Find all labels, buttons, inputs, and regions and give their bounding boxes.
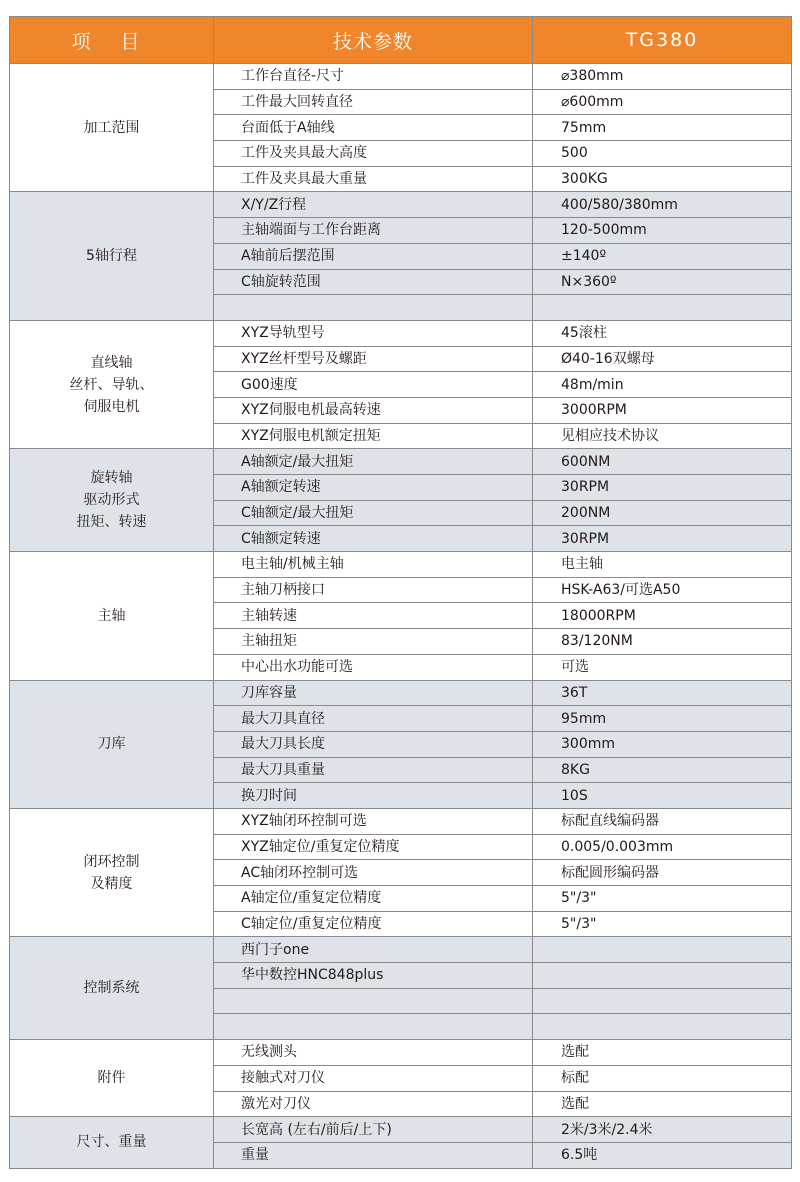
value-cell: ⌀380mm xyxy=(533,64,792,90)
param-cell: 最大刀具长度 xyxy=(214,731,533,757)
param-cell: 最大刀具重量 xyxy=(214,757,533,783)
param-cell xyxy=(214,1014,533,1040)
group-label xyxy=(10,937,214,1040)
group-label xyxy=(10,1040,214,1117)
value-cell: 0.005/0.003mm xyxy=(533,834,792,860)
group-label-line: 伺服电机 xyxy=(83,398,140,415)
value-cell: Ø40-16双螺母 xyxy=(533,346,792,372)
value-cell: 83/120NM xyxy=(533,629,792,655)
group-label xyxy=(10,808,214,936)
param-cell: 台面低于A轴线 xyxy=(214,115,533,141)
group-label xyxy=(10,1117,214,1168)
value-cell xyxy=(533,295,792,321)
group-label-line: 附件 xyxy=(97,1070,126,1087)
param-cell: 激光对刀仪 xyxy=(214,1091,533,1117)
param-cell: 换刀时间 xyxy=(214,783,533,809)
table-row xyxy=(10,320,792,346)
value-cell: HSK-A63/可选A50 xyxy=(533,577,792,603)
group-label-line: 刀库 xyxy=(97,736,126,753)
value-cell: 电主轴 xyxy=(533,552,792,578)
value-cell: 选配 xyxy=(533,1091,792,1117)
value-cell: 10S xyxy=(533,783,792,809)
group-label xyxy=(10,680,214,808)
param-cell: XYZ丝杆型号及螺距 xyxy=(214,346,533,372)
group-label-line: 控制系统 xyxy=(83,980,140,997)
value-cell xyxy=(533,963,792,989)
value-cell: 5"/3" xyxy=(533,886,792,912)
param-cell: 主轴端面与工作台距离 xyxy=(214,218,533,244)
param-cell: 最大刀具直径 xyxy=(214,706,533,732)
value-cell: ±140º xyxy=(533,243,792,269)
table-row xyxy=(10,449,792,475)
value-cell: 400/580/380mm xyxy=(533,192,792,218)
param-cell: XYZ导轨型号 xyxy=(214,320,533,346)
header-row xyxy=(10,17,792,64)
param-cell: 刀库容量 xyxy=(214,680,533,706)
value-cell: 600NM xyxy=(533,449,792,475)
value-cell: 30RPM xyxy=(533,526,792,552)
param-cell xyxy=(214,295,533,321)
group-label-line: 尺寸、重量 xyxy=(76,1134,147,1151)
value-cell: N×360º xyxy=(533,269,792,295)
param-cell: G00速度 xyxy=(214,372,533,398)
param-cell: A轴前后摆范围 xyxy=(214,243,533,269)
value-cell: 300KG xyxy=(533,166,792,192)
header-item: 项 目 xyxy=(10,17,214,64)
value-cell xyxy=(533,1014,792,1040)
table-row xyxy=(10,680,792,706)
value-cell: 18000RPM xyxy=(533,603,792,629)
param-cell: XYZ伺服电机最高转速 xyxy=(214,397,533,423)
value-cell: 标配圆形编码器 xyxy=(533,860,792,886)
value-cell: 48m/min xyxy=(533,372,792,398)
param-cell: XYZ伺服电机额定扭矩 xyxy=(214,423,533,449)
value-cell: 300mm xyxy=(533,731,792,757)
param-cell: A轴定位/重复定位精度 xyxy=(214,886,533,912)
group-label-line: 闭环控制 xyxy=(83,853,140,870)
param-cell: 西门子one xyxy=(214,937,533,963)
value-cell: 2米/3米/2.4米 xyxy=(533,1117,792,1143)
value-cell: 500 xyxy=(533,141,792,167)
group-label-line: 丝杆、导轨、 xyxy=(69,376,154,393)
group-label-line: 及精度 xyxy=(90,875,133,892)
group-label-line: 5轴行程 xyxy=(86,248,137,265)
table-row xyxy=(10,552,792,578)
value-cell xyxy=(533,937,792,963)
param-cell: 工件及夹具最大重量 xyxy=(214,166,533,192)
param-cell: C轴定位/重复定位精度 xyxy=(214,911,533,937)
group-label xyxy=(10,552,214,680)
param-cell: 工件及夹具最大高度 xyxy=(214,141,533,167)
param-cell: A轴额定/最大扭矩 xyxy=(214,449,533,475)
table-row xyxy=(10,937,792,963)
spec-table xyxy=(9,16,792,1169)
value-cell: 标配直线编码器 xyxy=(533,808,792,834)
group-label xyxy=(10,449,214,552)
group-label xyxy=(10,320,214,448)
param-cell: C轴额定/最大扭矩 xyxy=(214,500,533,526)
value-cell: 8KG xyxy=(533,757,792,783)
value-cell xyxy=(533,988,792,1014)
value-cell: 36T xyxy=(533,680,792,706)
value-cell: 30RPM xyxy=(533,475,792,501)
table-row xyxy=(10,1040,792,1066)
header-param: 技术参数 xyxy=(214,17,533,64)
table-row xyxy=(10,192,792,218)
param-cell: 主轴扭矩 xyxy=(214,629,533,655)
param-cell: 工作台直径-尺寸 xyxy=(214,64,533,90)
param-cell: X/Y/Z行程 xyxy=(214,192,533,218)
value-cell: 75mm xyxy=(533,115,792,141)
group-label-line: 主轴 xyxy=(97,607,126,624)
param-cell: 重量 xyxy=(214,1142,533,1168)
param-cell xyxy=(214,988,533,1014)
value-cell: 选配 xyxy=(533,1040,792,1066)
param-cell: 无线测头 xyxy=(214,1040,533,1066)
group-label-line: 扭矩、转速 xyxy=(76,514,147,531)
value-cell: 见相应技术协议 xyxy=(533,423,792,449)
value-cell: 95mm xyxy=(533,706,792,732)
param-cell: 接触式对刀仪 xyxy=(214,1065,533,1091)
param-cell: 长宽高 (左右/前后/上下) xyxy=(214,1117,533,1143)
group-label xyxy=(10,192,214,320)
value-cell: ⌀600mm xyxy=(533,89,792,115)
param-cell: XYZ轴定位/重复定位精度 xyxy=(214,834,533,860)
param-cell: A轴额定转速 xyxy=(214,475,533,501)
value-cell: 6.5吨 xyxy=(533,1142,792,1168)
value-cell: 120-500mm xyxy=(533,218,792,244)
param-cell: 主轴转速 xyxy=(214,603,533,629)
table-row xyxy=(10,1117,792,1143)
value-cell: 5"/3" xyxy=(533,911,792,937)
param-cell: 中心出水功能可选 xyxy=(214,654,533,680)
spec-body xyxy=(10,64,792,1169)
group-label-line: 旋转轴 xyxy=(90,470,133,487)
group-label-line: 加工范围 xyxy=(83,119,140,136)
param-cell: C轴旋转范围 xyxy=(214,269,533,295)
param-cell: C轴额定转速 xyxy=(214,526,533,552)
param-cell: 工件最大回转直径 xyxy=(214,89,533,115)
group-label xyxy=(10,64,214,192)
value-cell: 3000RPM xyxy=(533,397,792,423)
group-label-line: 驱动形式 xyxy=(83,492,140,509)
value-cell: 可选 xyxy=(533,654,792,680)
param-cell: 主轴刀柄接口 xyxy=(214,577,533,603)
param-cell: 华中数控HNC848plus xyxy=(214,963,533,989)
group-label-line: 直线轴 xyxy=(90,354,133,371)
value-cell: 标配 xyxy=(533,1065,792,1091)
table-row xyxy=(10,808,792,834)
header-value: TG380 xyxy=(533,17,792,64)
param-cell: 电主轴/机械主轴 xyxy=(214,552,533,578)
param-cell: AC轴闭环控制可选 xyxy=(214,860,533,886)
param-cell: XYZ轴闭环控制可选 xyxy=(214,808,533,834)
value-cell: 45滚柱 xyxy=(533,320,792,346)
table-row xyxy=(10,64,792,90)
value-cell: 200NM xyxy=(533,500,792,526)
